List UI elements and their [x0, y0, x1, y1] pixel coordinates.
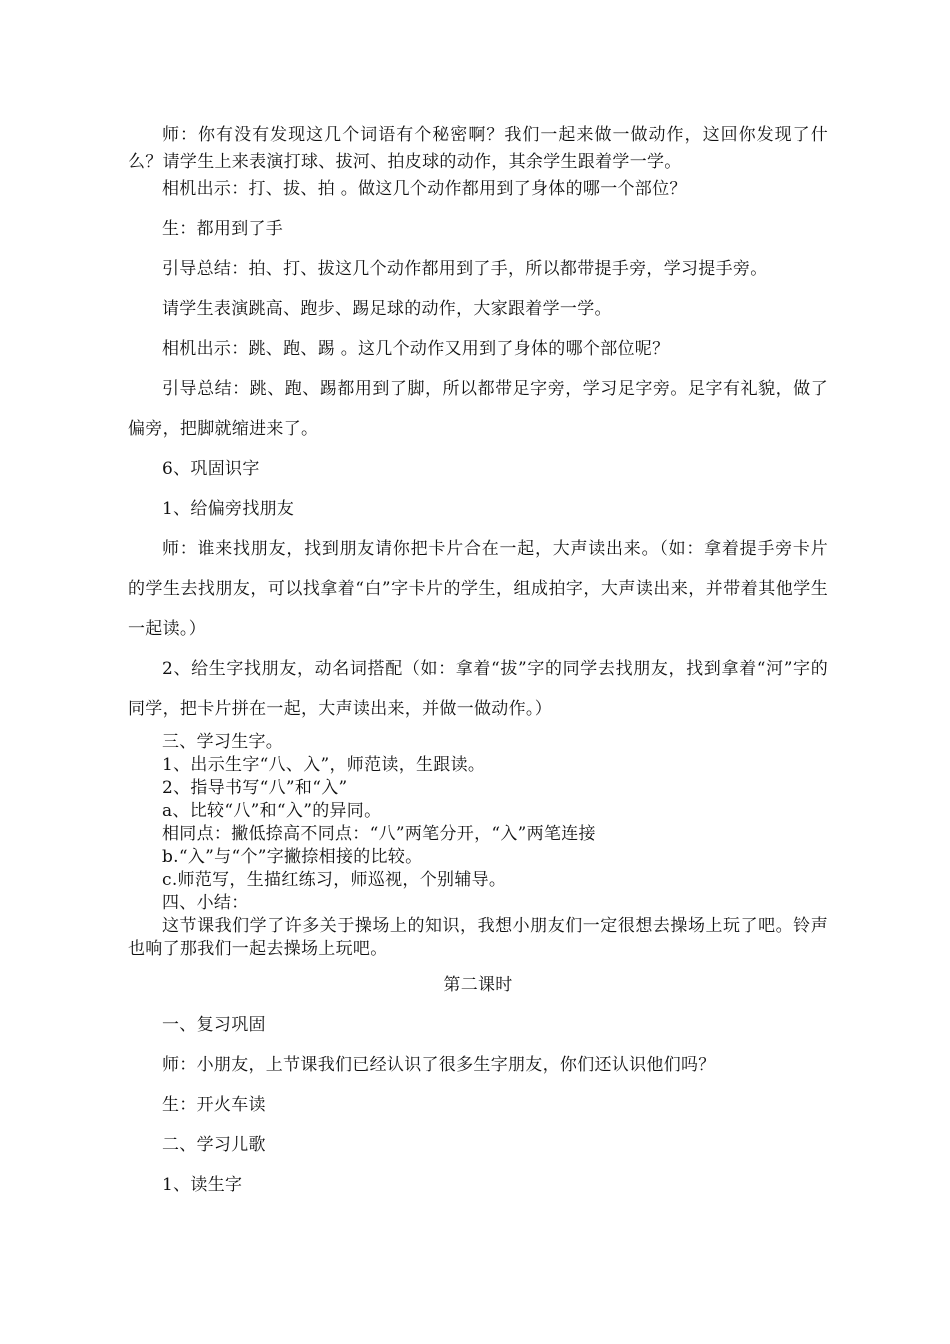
- paragraph: 引导总结：拍、打、拔这几个动作都用到了手，所以都带提手旁，学习提手旁。: [162, 259, 768, 279]
- paragraph: 请学生表演跳高、跑步、踢足球的动作，大家跟着学一学。: [162, 299, 612, 319]
- paragraph: c.师范写，生描红练习，师巡视，个别辅导。: [162, 870, 507, 890]
- section-heading: 6、巩固识字: [162, 459, 260, 479]
- paragraph: 这节课我们学了许多关于操场上的知识，我想小朋友们一定很想去操场上玩了吧。铃声也响了那我们一起去操场上玩吧。: [128, 916, 828, 959]
- section-heading: 三、学习生字。: [162, 732, 284, 752]
- paragraph: 2、给生字找朋友，动名词搭配（如：拿着“拔”字的同学去找朋友，找到拿着“河”字的同学，把卡片拼在一起，大声读出来，并做一做动作。）: [128, 659, 828, 719]
- subsection-heading: 1、给偏旁找朋友: [162, 499, 295, 519]
- paragraph: 生：开火车读: [162, 1095, 266, 1115]
- document-body: [128, 122, 828, 1205]
- paragraph: 引导总结：跳、跑、踢都用到了脚，所以都带足字旁，学习足字旁。足字有礼貌，做了偏旁，把脚就缩进来了。: [128, 379, 828, 439]
- paragraph: 1、出示生字“八、入”，师范读，生跟读。: [162, 755, 486, 775]
- lesson-title: 第二课时: [443, 975, 513, 995]
- section-heading: 四、小结：: [162, 893, 249, 913]
- paragraph: 相机出示：打、拔、拍 。做这几个动作都用到了身体的哪一个部位？: [162, 179, 687, 199]
- paragraph: 相机出示：跳、跑、踢 。这几个动作又用到了身体的哪个部位呢？: [162, 339, 670, 359]
- paragraph: 师：谁来找朋友，找到朋友请你把卡片合在一起，大声读出来。（如：拿着提手旁卡片的学生去找朋友，可以找拿着“白”字卡片的学生，组成拍字，大声读出来，并带着其他学生一起读。）: [128, 539, 828, 639]
- paragraph: a、比较“八”和“入”的异同。: [162, 801, 382, 821]
- paragraph: 生：都用到了手: [162, 219, 284, 239]
- section-heading: 一、复习巩固: [162, 1015, 266, 1035]
- paragraph: 师：小朋友，上节课我们已经认识了很多生字朋友，你们还认识他们吗？: [162, 1055, 716, 1075]
- section-heading: 二、学习儿歌: [162, 1135, 266, 1155]
- paragraph: 师：你有没有发现这几个词语有个秘密啊？我们一起来做一做动作，这回你发现了什么？请学生上来表演打球、拔河、拍皮球的动作，其余学生跟着学一学。: [128, 125, 828, 172]
- paragraph: 相同点：撇低捺高不同点：“八”两笔分开，“入”两笔连接: [162, 824, 596, 844]
- paragraph: 2、指导书写“八”和“入”: [162, 778, 348, 798]
- paragraph: b.“入”与“个”字撇捺相接的比较。: [162, 847, 423, 867]
- subsection-heading: 1、读生字: [162, 1175, 243, 1195]
